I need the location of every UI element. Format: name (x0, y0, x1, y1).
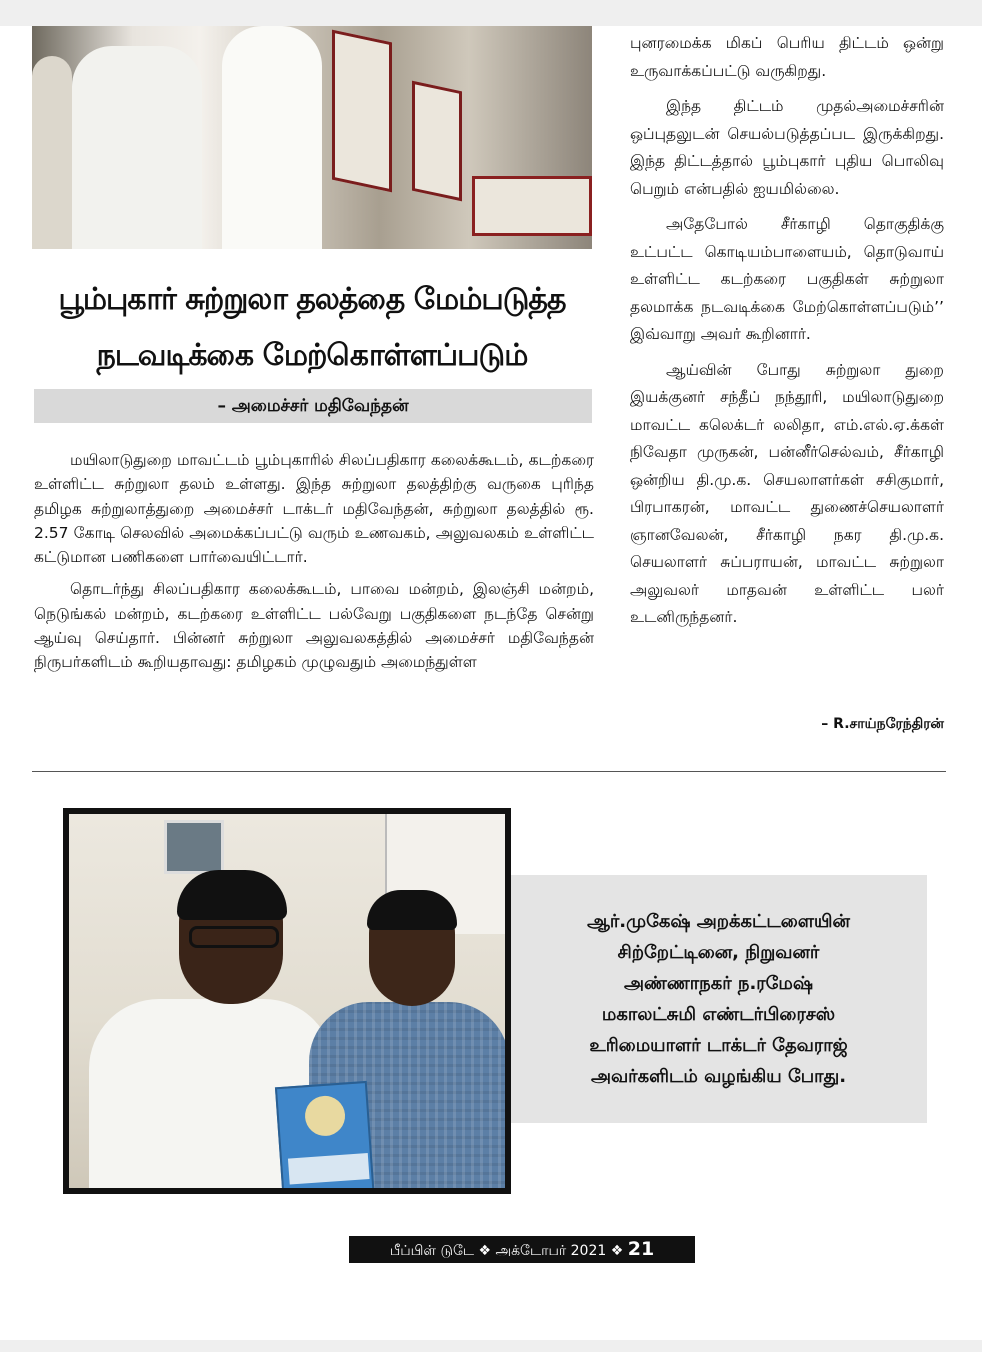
booklet-image (275, 1081, 375, 1194)
caption-line: உரிமையாளர் டாக்டர் தேவராஜ் (589, 1035, 848, 1056)
article-paragraph-continuation: புனரமைக்க மிகப் பெரிய திட்டம் ஒன்று உருவாக்கப்பட்டு வருகிறது. (630, 34, 944, 80)
article-paragraph: மயிலாடுதுறை மாவட்டம் பூம்புகாரில் சிலப்பதிகார கலைக்கூடம், கடற்கரை உள்ளிட்ட சுற்றுலா தலம் உள்ளது. இந்த சுற்றுலா தலத்திற்கு வருகை புரிந்த தமிழக சுற்றுலாத்துறை அமைச்சர் டாக்டர் மதிவேந்தன், சுற்றுலா தலத்தில் ரூ. 2.57 கோடி செலவில் அமைக்கப்பட்டு வரும் உணவகம், அலுவலகம் உள்ளிட்ட கட்டுமான பணிகளை பார்வையிட்டார். (34, 451, 594, 567)
article-byline: – அமைச்சர் மதிவேந்தன் (34, 389, 592, 423)
top-news-photo (32, 26, 592, 249)
page-footer (349, 1236, 695, 1263)
section-divider (32, 771, 946, 772)
page-number: 21 (627, 1238, 655, 1260)
photo-caption (587, 906, 850, 1092)
page-top-strip (0, 0, 982, 26)
footer-text: பீப்பிள் டுடே ❖ அக்டோபர் 2021 ❖ (389, 1243, 624, 1259)
article-paragraph: அதேபோல் சீர்காழி தொகுதிக்கு உட்பட்ட கொடியம்பாளையம், தொடுவாய் உள்ளிட்ட கடற்கரை பகுதிகள் சுற்றுலா தலமாக்க நடவடிக்கை மேற்கொள்ளப்படும்’’ இவ்வாறு அவர் கூறினார். (630, 215, 944, 343)
page-bottom-strip (0, 1340, 982, 1352)
article-paragraph: தொடர்ந்து சிலப்பதிகார கலைக்கூடம், பாவை மன்றம், இலஞ்சி மன்றம், நெடுங்கல் மன்றம், கடற்கரை உள்ளிட்ட பல்வேறு பகுதிகளை நடந்தே சென்று ஆய்வு செய்தார். பின்னர் சுற்றுலா அலுவலகத்தில் அமைச்சர் மதிவேந்தன் நிருபர்களிடம் கூறியதாவது: தமிழகம் முழுவதும் அமைந்துள்ள (34, 580, 594, 672)
caption-line: ஆர்.முகேஷ் அறக்கட்டளையின் (587, 911, 850, 932)
article-headline (32, 272, 592, 384)
article-left-column (34, 448, 594, 683)
caption-line: அண்ணாநகர் ந.ரமேஷ் (623, 973, 814, 994)
reporter-signature: – R.சாய்நரேந்திரன் (821, 716, 944, 732)
photo-caption-box (510, 875, 927, 1123)
caption-line: அவர்களிடம் வழங்கிய போது. (590, 1066, 847, 1087)
presentation-photo (63, 808, 511, 1194)
headline-line-2: நடவடிக்கை மேற்கொள்ளப்படும் (96, 338, 528, 373)
article-paragraph: ஆய்வின் போது சுற்றுலா துறை இயக்குனர் சந்தீப் நந்தூரி, மயிலாடுதுறை மாவட்ட கலெக்டர் லலிதா, எம்.எல்.ஏ.க்கள் நிவேதா முருகன், பன்னீர்செல்வம், சீர்காழி ஒன்றிய தி.மு.க. செயலாளர்கள் சசிகுமார், பிரபாகரன், மாவட்ட துணைச்செயலாளர் ஞானவேலன், சீர்காழி நகர தி.மு.க. செயலாளர் சுப்பராயன், மாவட்ட சுற்றுலா அலுவலர் மாதவன் உள்ளிட்ட பலர் உடனிருந்தனர். (630, 360, 944, 626)
headline-line-1: பூம்புகார் சுற்றுலா தலத்தை மேம்படுத்த (58, 282, 566, 317)
caption-line: மகாலட்சுமி எண்டர்பிரைசஸ் (601, 1004, 836, 1025)
article-right-column (630, 30, 944, 640)
article-paragraph: இந்த திட்டம் முதல்அமைச்சரின் ஒப்புதலுடன் செயல்படுத்தப்பட இருக்கிறது. இந்த திட்டத்தால் பூம்புகார் புதிய பொலிவு பெறும் என்பதில் ஐயமில்லை. (630, 97, 944, 198)
caption-line: சிற்றேட்டினை, நிறுவனர் (617, 942, 820, 963)
